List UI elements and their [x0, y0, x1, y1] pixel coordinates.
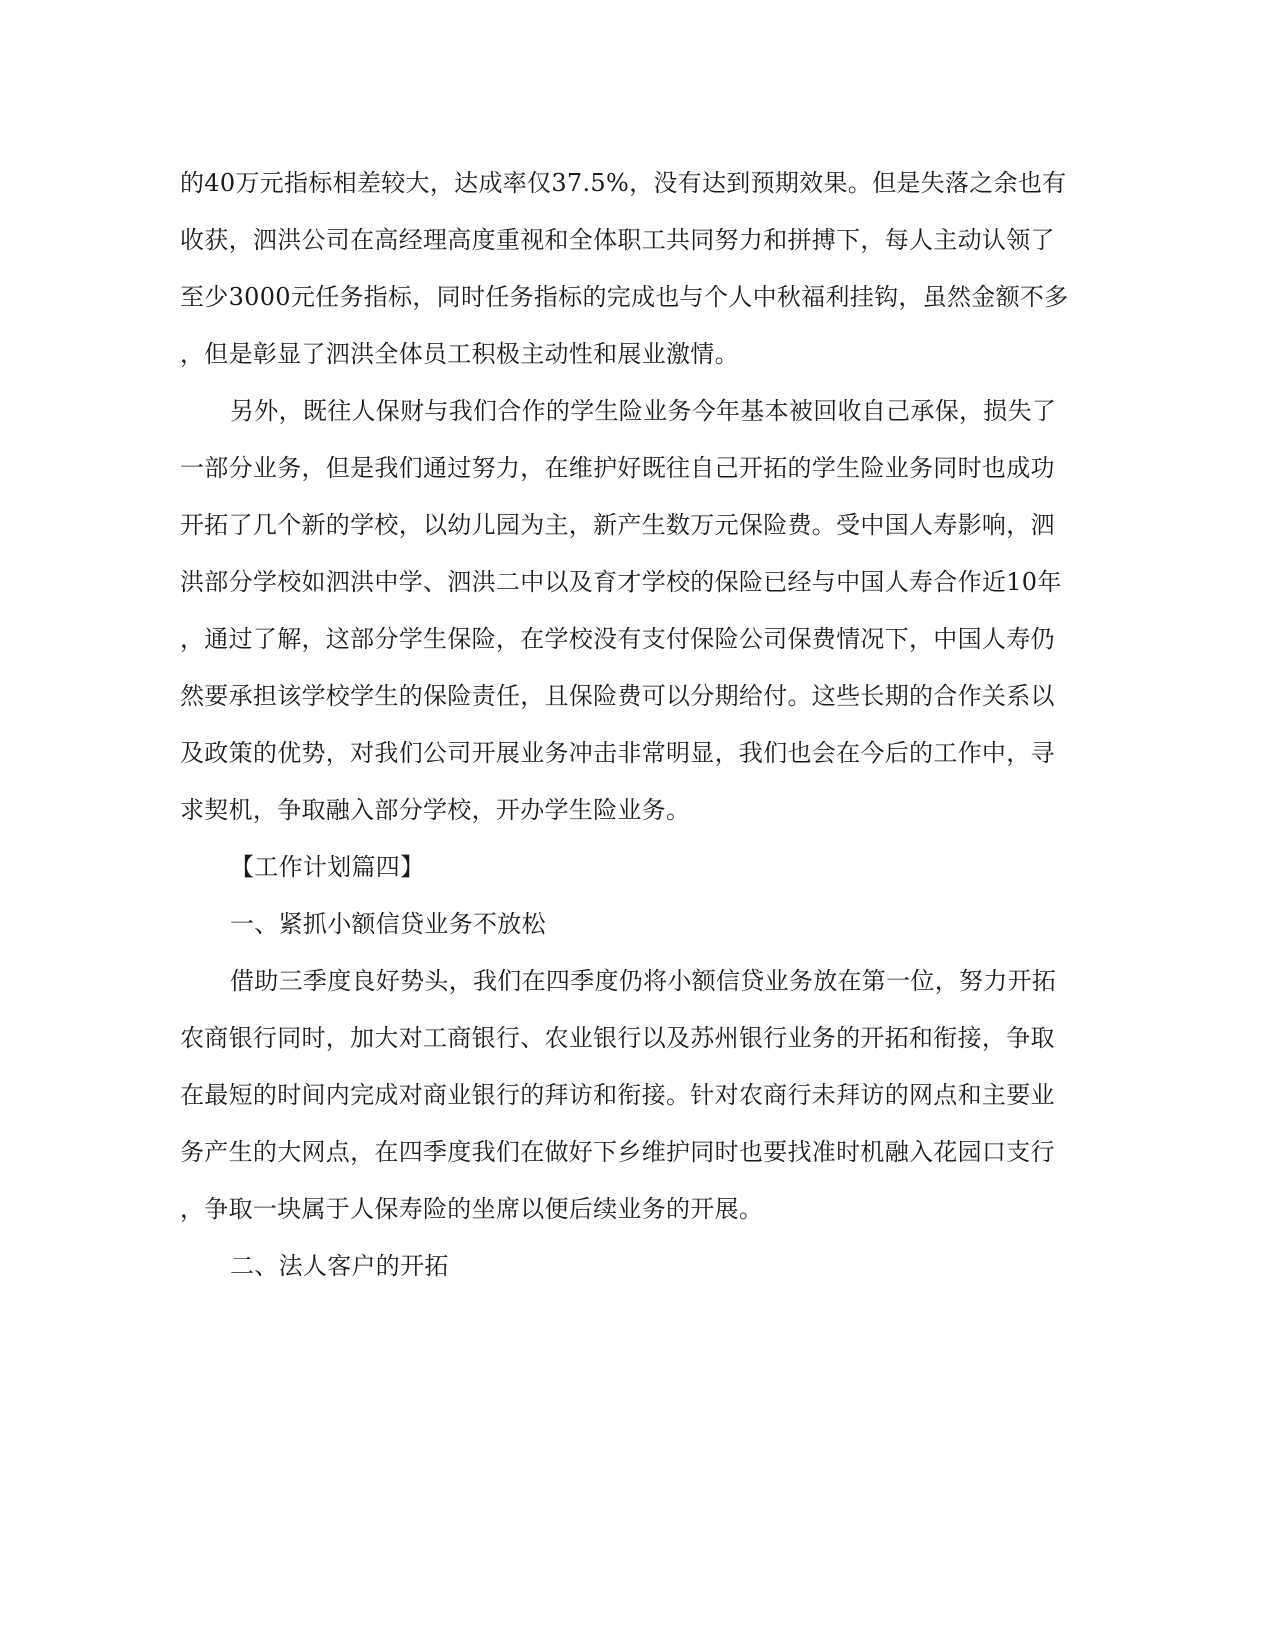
section-heading: 【工作计划篇四】	[230, 853, 425, 881]
subsection-heading: 一、紧抓小额信贷业务不放松	[230, 910, 546, 938]
text-line: 开拓了几个新的学校，以幼儿园为主，新产生数万元保险费。受中国人寿影响，泗	[180, 511, 1055, 539]
text-line: 一部分业务，但是我们通过努力，在维护好既往自己开拓的学生险业务同时也成功	[180, 454, 1055, 482]
text-line: 洪部分学校如泗洪中学、泗洪二中以及育才学校的保险已经与中国人寿合作近10年	[180, 568, 1062, 596]
text-line: ，但是彰显了泗洪全体员工积极主动性和展业激情。	[180, 340, 739, 368]
text-line: 然要承担该学校学生的保险责任，且保险费可以分期给付。这些长期的合作关系以	[180, 682, 1055, 710]
text-line: 务产生的大网点，在四季度我们在做好下乡维护同时也要找准时机融入花园口支行	[180, 1138, 1055, 1166]
text-line: 收获，泗洪公司在高经理高度重视和全体职工共同努力和拼搏下，每人主动认领了	[180, 226, 1055, 254]
text-line: 借助三季度良好势头，我们在四季度仍将小额信贷业务放在第一位，努力开拓	[230, 967, 1057, 995]
text-line: ，争取一块属于人保寿险的坐席以便后续业务的开展。	[180, 1195, 764, 1223]
text-line: 及政策的优势，对我们公司开展业务冲击非常明显，我们也会在今后的工作中，寻	[180, 739, 1055, 767]
text-line: 另外，既往人保财与我们合作的学生险业务今年基本被回收自己承保，损失了	[230, 397, 1057, 425]
document-page	[180, 160, 1069, 1300]
text-line: 的40万元指标相差较大，达成率仅37.5%，没有达到预期效果。但是失落之余也有	[180, 169, 1067, 197]
subsection-heading: 二、法人客户的开拓	[230, 1252, 449, 1280]
text-line: 农商银行同时，加大对工商银行、农业银行以及苏州银行业务的开拓和衔接，争取	[180, 1024, 1055, 1052]
text-line: 求契机，争取融入部分学校，开办学生险业务。	[180, 796, 691, 824]
text-line: ，通过了解，这部分学生保险，在学校没有支付保险公司保费情况下，中国人寿仍	[180, 625, 1055, 653]
text-line: 至少3000元任务指标，同时任务指标的完成也与个人中秋福利挂钩，虽然金额不多	[180, 283, 1069, 311]
text-line: 在最短的时间内完成对商业银行的拜访和衔接。针对农商行未拜访的网点和主要业	[180, 1081, 1055, 1109]
